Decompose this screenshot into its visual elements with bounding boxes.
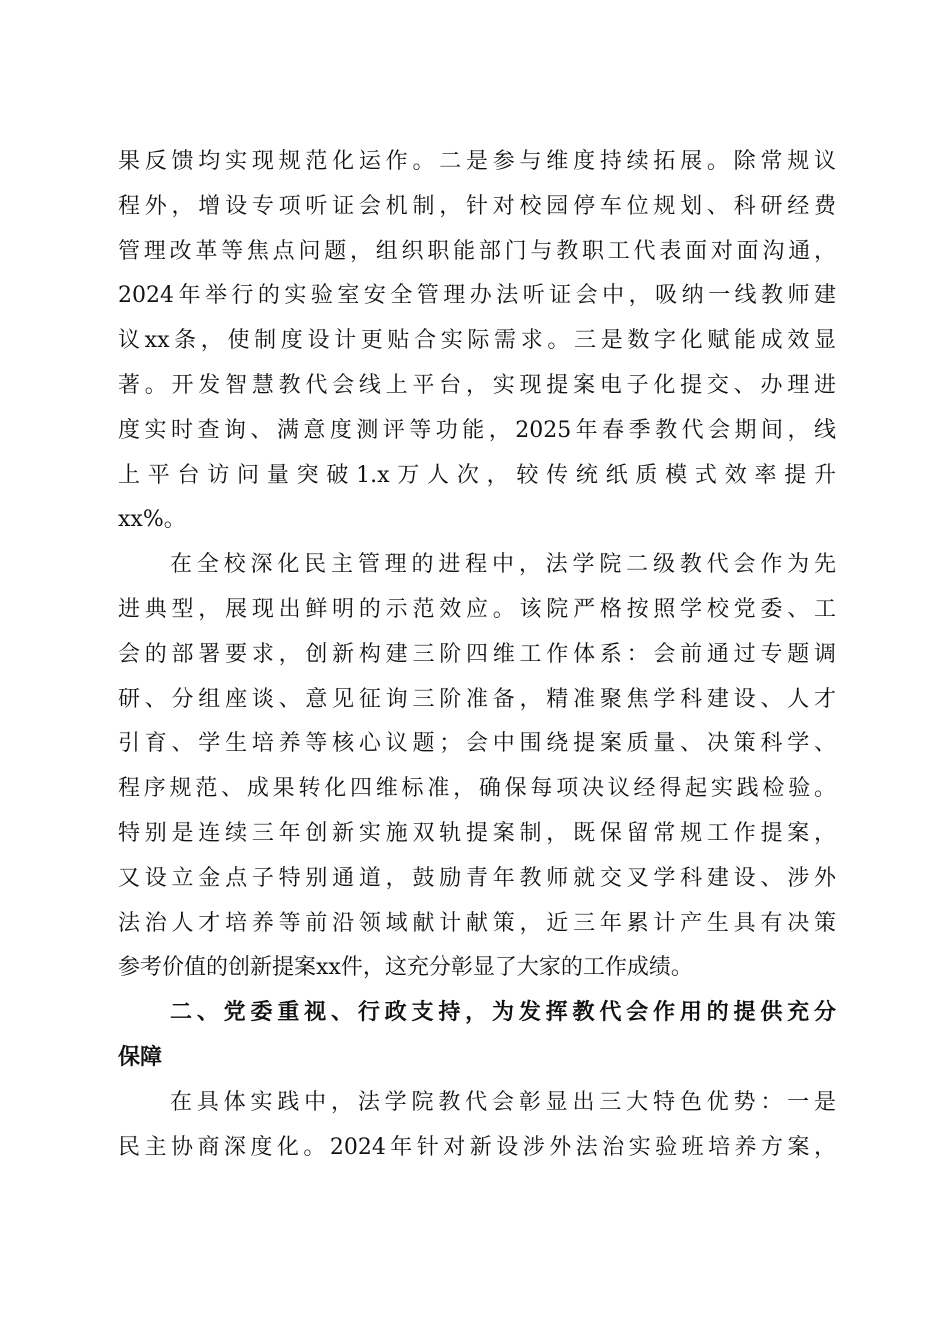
paragraph-line: 在全校深化民主管理的进程中，法学院二级教代会作为先: [170, 552, 836, 578]
paragraph-line: 民主协商深度化。2024年针对新设涉外法治实验班培养方案，: [118, 1134, 836, 1160]
paragraph-line: 研、分组座谈、意见征询三阶准备，精准聚焦学科建设、人才: [118, 686, 836, 712]
section-heading-line: 二、党委重视、行政支持，为发挥教代会作用的提供充分: [170, 1000, 836, 1026]
section-heading-line: 保障: [118, 1044, 163, 1070]
paragraph-line: 度实时查询、满意度测评等功能，2025年春季教代会期间，线: [118, 417, 836, 443]
paragraph-line: 程序规范、成果转化四维标准，确保每项决议经得起实践检验。: [118, 776, 836, 802]
paragraph-line: 会的部署要求，创新构建三阶四维工作体系：会前通过专题调: [118, 641, 836, 667]
paragraph-line: 2024年举行的实验室安全管理办法听证会中，吸纳一线教师建: [118, 283, 836, 309]
paragraph-line: 在具体实践中，法学院教代会彰显出三大特色优势：一是: [170, 1089, 836, 1115]
paragraph-line: 法治人才培养等前沿领域献计献策，近三年累计产生具有决策: [118, 910, 836, 936]
document-body: [118, 140, 836, 1170]
paragraph-line: 特别是连续三年创新实施双轨提案制，既保留常规工作提案，: [118, 820, 836, 846]
paragraph-line: xx%。: [118, 507, 186, 533]
paragraph-line: 程外，增设专项听证会机制，针对校园停车位规划、科研经费: [118, 193, 836, 219]
paragraph-line: 管理改革等焦点问题，组织职能部门与教职工代表面对面沟通，: [118, 238, 836, 264]
paragraph-line: 又设立金点子特别通道，鼓励青年教师就交叉学科建设、涉外: [118, 865, 836, 891]
paragraph-line: 引育、学生培养等核心议题；会中围绕提案质量、决策科学、: [118, 731, 836, 757]
paragraph-line: 议xx条，使制度设计更贴合实际需求。三是数字化赋能成效显: [118, 328, 836, 354]
paragraph-line: 参考价值的创新提案xx件，这充分彰显了大家的工作成绩。: [118, 955, 693, 981]
paragraph-line: 上平台访问量突破1.x万人次，较传统纸质模式效率提升: [118, 462, 836, 488]
paragraph-line: 果反馈均实现规范化运作。二是参与维度持续拓展。除常规议: [118, 149, 836, 174]
paragraph-line: 进典型，展现出鲜明的示范效应。该院严格按照学校党委、工: [118, 596, 836, 622]
paragraph-line: 著。开发智慧教代会线上平台，实现提案电子化提交、办理进: [118, 372, 836, 398]
